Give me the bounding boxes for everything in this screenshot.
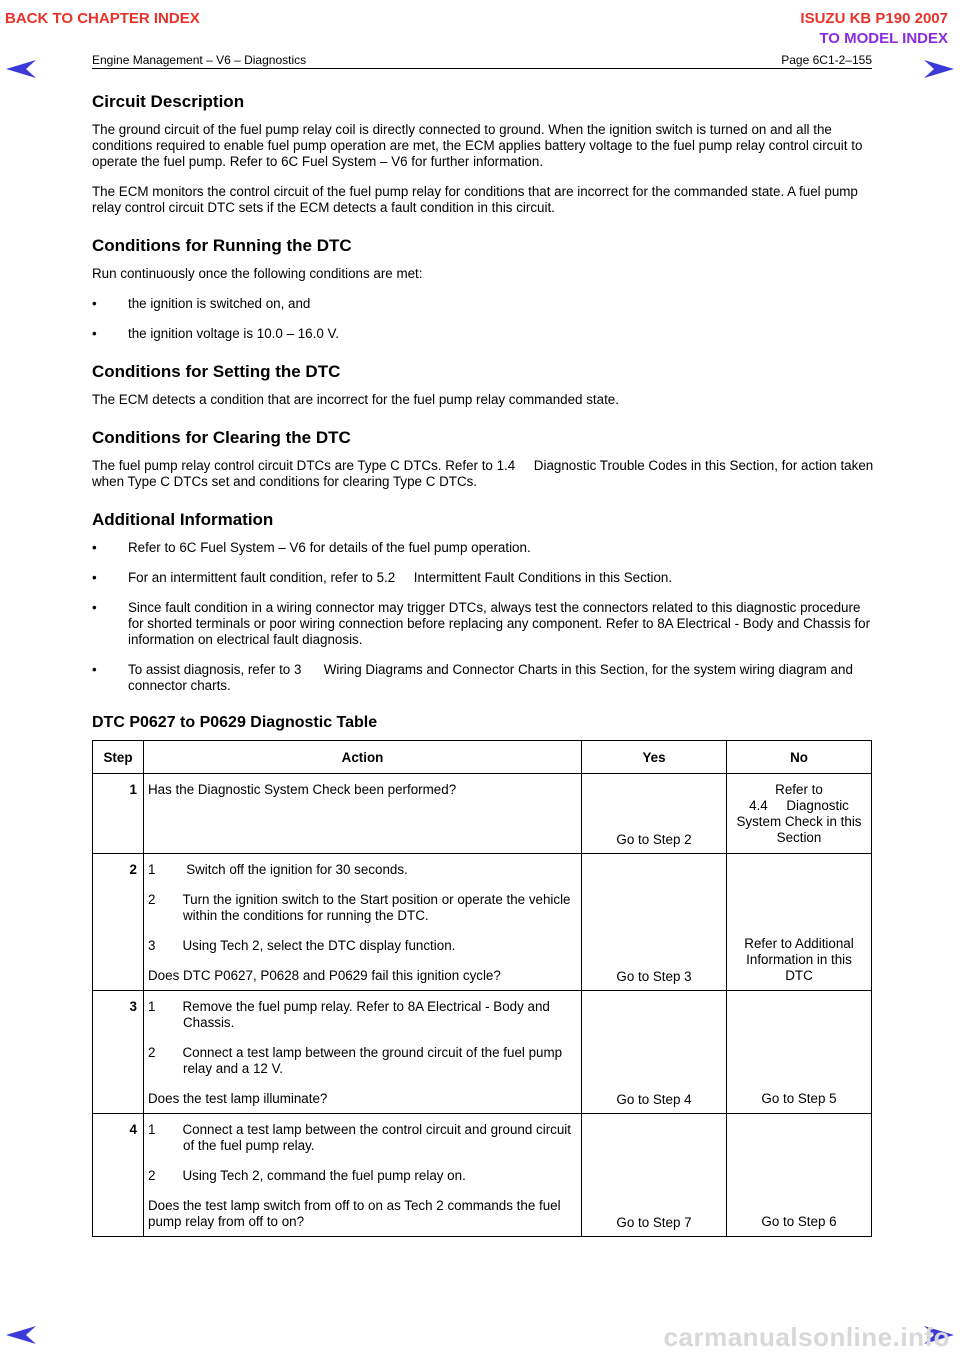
to-model-index-link[interactable]: TO MODEL INDEX [819, 30, 948, 47]
diagnostic-table [92, 740, 872, 1237]
circuit-description-heading: Circuit Description [92, 92, 245, 111]
column-header-step: Step [93, 741, 144, 774]
list-item: • the ignition voltage is 10.0 – 16.0 V. [92, 326, 339, 341]
running-intro: Run continuously once the following conditions are met: [92, 266, 423, 281]
step-number: 1 [93, 774, 144, 854]
bullet-icon: • [92, 326, 97, 341]
table-header-row [93, 741, 872, 774]
setting-paragraph: The ECM detects a condition that are incorrect for the fuel pump relay commanded state. [92, 392, 619, 407]
step-no-link[interactable]: Refer to Additional Information in this DTC [727, 854, 872, 991]
step-no-link[interactable]: Go to Step 5 [727, 991, 872, 1114]
bullet-icon: • [92, 296, 97, 311]
previous-page-bottom-arrow-icon[interactable] [6, 1326, 36, 1344]
header-divider [92, 68, 872, 69]
list-item: • For an intermittent fault condition, refer to 5.2 Intermittent Fault Conditions in this Section. [92, 570, 673, 585]
next-page-arrow-icon[interactable] [924, 60, 954, 78]
list-item: • Since fault condition in a wiring connector may trigger DTCs, always test the connectors related to this diagnostic procedure for shorted terminals or poor wiring connection before replacing any component. Refer to 8A Electrical - Body and Chassis for information on electrical fault diagnosis. [92, 600, 871, 647]
bullet-icon: • [92, 600, 97, 615]
bullet-icon: • [92, 570, 97, 585]
circuit-paragraph-2: The ECM monitors the control circuit of the fuel pump relay for conditions that are incorrect for the commanded state. A fuel pump relay control circuit DTC sets if the ECM detects a fault condition in this circuit. [92, 184, 858, 215]
additional-bullet-list [92, 540, 874, 694]
running-conditions-heading: Conditions for Running the DTC [92, 236, 352, 255]
step-number: 2 [93, 854, 144, 991]
table-row [93, 991, 872, 1114]
table-row [93, 774, 872, 854]
step-yes-link[interactable]: Go to Step 2 [582, 774, 727, 854]
step-question: Does the test lamp illuminate? [148, 1091, 328, 1106]
additional-information-heading: Additional Information [92, 510, 274, 529]
step-instruction: 1 Remove the fuel pump relay. Refer to 8A Electrical - Body and Chassis. [148, 999, 550, 1030]
step-instruction: 3 Using Tech 2, select the DTC display function. [148, 938, 456, 953]
additional-information-section [92, 510, 874, 694]
column-header-yes: Yes [582, 741, 727, 774]
circuit-description-section [92, 92, 874, 216]
running-bullet-list [92, 296, 874, 342]
step-question: Does DTC P0627, P0628 and P0629 fail this ignition cycle? [148, 968, 501, 983]
watermark: carmanualsonline.info [663, 1322, 950, 1352]
back-to-chapter-index-link[interactable]: BACK TO CHAPTER INDEX [5, 10, 200, 27]
list-item: • Refer to 6C Fuel System – V6 for details of the fuel pump operation. [92, 540, 531, 555]
list-item: • the ignition is switched on, and [92, 296, 311, 311]
circuit-paragraph-1: The ground circuit of the fuel pump relay coil is directly connected to ground. When the ignition switch is turned on and all the conditions required to enable fuel pump operation are met, the ECM applies battery voltage to the fuel pump relay control circuit to operate the fuel pump. Refer to 6C Fuel System – V6 for further information. [92, 122, 863, 169]
clearing-paragraph: The fuel pump relay control circuit DTCs are Type C DTCs. Refer to 1.4 Diagnostic Trouble Codes in this Section, for action taken when Type C DTCs set and conditions for clearing Type C DTCs. [92, 458, 877, 489]
page-header-title: Engine Management – V6 – Diagnostics [92, 53, 307, 67]
diagnostic-table-title: DTC P0627 to P0629 Diagnostic Table [92, 714, 378, 731]
step-instruction: 2 Connect a test lamp between the ground circuit of the fuel pump relay and a 12 V. [148, 1045, 563, 1076]
page-number: Page 6C1-2–155 [781, 53, 872, 67]
step-instruction: 1 Switch off the ignition for 30 seconds. [148, 862, 408, 877]
column-header-no: No [727, 741, 872, 774]
step-instruction: 1 Connect a test lamp between the control circuit and ground circuit of the fuel pump relay. [148, 1122, 571, 1153]
table-row [93, 1114, 872, 1237]
bullet-icon: • [92, 662, 97, 677]
step-question: Does the test lamp switch from off to on as Tech 2 commands the fuel pump relay from off to on? [148, 1198, 561, 1229]
step-instruction: 2 Turn the ignition switch to the Start position or operate the vehicle within the conditions for running the DTC. [148, 892, 571, 923]
step-yes-link[interactable]: Go to Step 7 [582, 1114, 727, 1237]
clearing-conditions-heading: Conditions for Clearing the DTC [92, 428, 351, 447]
step-no-link[interactable]: Refer to 4.4 Diagnostic System Check in this Section [727, 774, 872, 854]
step-yes-link[interactable]: Go to Step 3 [582, 854, 727, 991]
step-number: 4 [93, 1114, 144, 1237]
page-content [92, 92, 877, 1237]
step-number: 3 [93, 991, 144, 1114]
step-action [144, 854, 582, 991]
model-title: ISUZU KB P190 2007 [800, 10, 948, 27]
running-conditions-section [92, 236, 874, 342]
step-action [144, 1114, 582, 1237]
step-action [144, 991, 582, 1114]
table-row [93, 854, 872, 991]
setting-conditions-section [92, 362, 874, 408]
step-action [144, 774, 582, 854]
clearing-conditions-section [92, 428, 877, 490]
list-item: • To assist diagnosis, refer to 3 Wiring Diagrams and Connector Charts in this Section, for the system wiring diagram and connector charts. [92, 662, 857, 693]
step-no-link[interactable]: Go to Step 6 [727, 1114, 872, 1237]
bullet-icon: • [92, 540, 97, 555]
step-question: Has the Diagnostic System Check been performed? [148, 782, 457, 797]
step-yes-link[interactable]: Go to Step 4 [582, 991, 727, 1114]
step-instruction: 2 Using Tech 2, command the fuel pump relay on. [148, 1168, 466, 1183]
column-header-action: Action [144, 741, 582, 774]
setting-conditions-heading: Conditions for Setting the DTC [92, 362, 341, 381]
previous-page-arrow-icon[interactable] [6, 60, 36, 78]
